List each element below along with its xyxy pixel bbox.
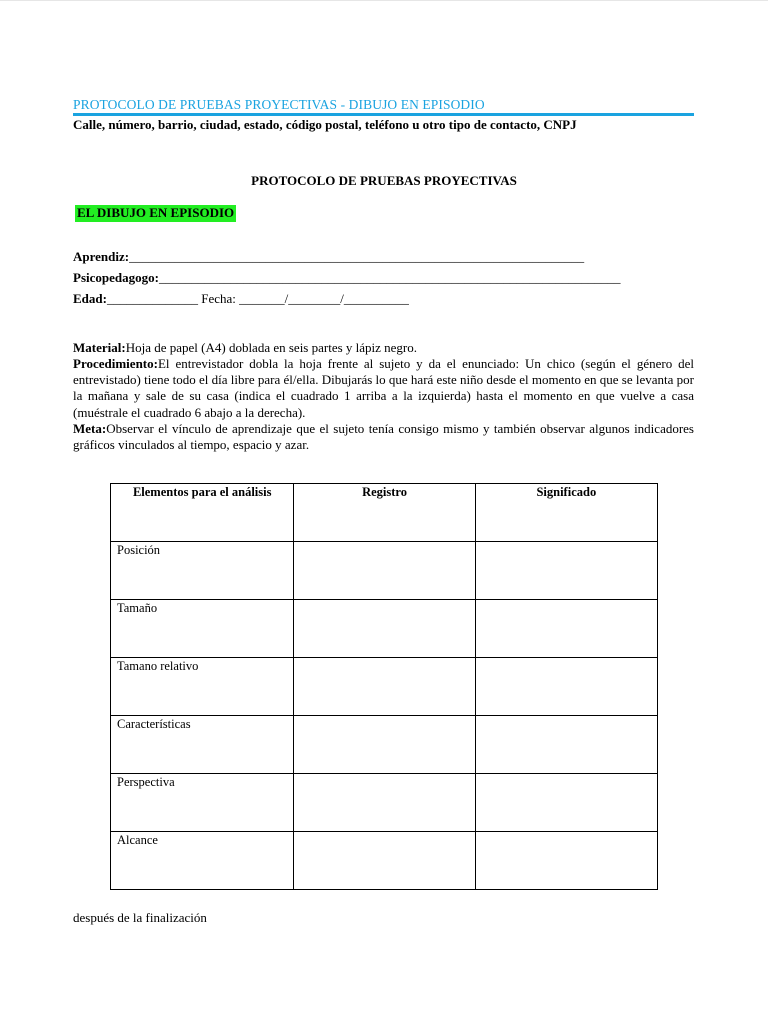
table-header-row (111, 484, 658, 542)
table-row (111, 774, 658, 832)
row-label-tamano: Tamaño (111, 600, 294, 658)
procedimiento-text: El entrevistador dobla la hoja frente al sujeto y da el enunciado: Un chico (según el género del entrevistado) tiene todo el día libre para él/ella. Dibujarás lo que hará este niño desde el momento en que se levanta por la mañana y sale de su casa (indica el cuadrado 1 arriba a la izquierda) hasta el momento en que vuelve a casa (muéstrale el cuadrado 6 abajo a la derecha). (73, 356, 694, 420)
psicopedagogo-field (73, 270, 620, 286)
procedimiento-label: Procedimiento: (73, 356, 158, 371)
title-underline (73, 113, 694, 116)
registro-cell[interactable] (294, 716, 475, 774)
registro-cell[interactable] (294, 774, 475, 832)
table-row (111, 716, 658, 774)
row-label-posicion: Posición (111, 542, 294, 600)
significado-cell[interactable] (475, 542, 657, 600)
header-elementos: Elementos para el análisis (111, 484, 294, 542)
edad-fecha-field (73, 291, 409, 307)
highlighted-heading: EL DIBUJO EN EPISODIO (77, 205, 235, 220)
document-title: PROTOCOLO DE PRUEBAS PROYECTIVAS - DIBUJO EN EPISODIO (73, 97, 485, 112)
meta-paragraph (73, 421, 694, 453)
row-label-alcance: Alcance (111, 832, 294, 890)
material-label: Material: (73, 340, 126, 355)
significado-cell[interactable] (475, 832, 657, 890)
meta-label: Meta: (73, 421, 107, 436)
row-label-caracteristicas: Características (111, 716, 294, 774)
procedimiento-paragraph (73, 356, 694, 421)
header-significado: Significado (475, 484, 657, 542)
significado-cell[interactable] (475, 774, 657, 832)
significado-cell[interactable] (475, 716, 657, 774)
contact-line: Calle, número, barrio, ciudad, estado, código postal, teléfono u otro tipo de contacto, CNPJ (73, 117, 577, 132)
aprendiz-label: Aprendiz: (73, 249, 130, 264)
material-paragraph (73, 340, 694, 356)
edad-label: Edad: (73, 291, 107, 306)
footer-text: después de la finalización (73, 910, 207, 925)
fecha-text: Fecha: _______/________/__________ (201, 291, 409, 306)
registro-cell[interactable] (294, 658, 475, 716)
material-text: Hoja de papel (A4) doblada en seis partes y lápiz negro. (125, 340, 418, 355)
aprendiz-field (73, 249, 584, 265)
psicopedagogo-line: _______________________________________________________________________ (158, 270, 621, 285)
registro-cell[interactable] (294, 600, 475, 658)
row-label-perspectiva: Perspectiva (111, 774, 294, 832)
psicopedagogo-label: Psicopedagogo: (73, 270, 159, 285)
significado-cell[interactable] (475, 658, 657, 716)
row-label-tamano-relativo: Tamano relativo (111, 658, 294, 716)
aprendiz-line: ______________________________________________________________________ (129, 249, 585, 264)
top-border (0, 0, 768, 1)
edad-line: ______________ (106, 291, 202, 306)
table-row (111, 600, 658, 658)
section-heading: PROTOCOLO DE PRUEBAS PROYECTIVAS (251, 173, 517, 188)
analysis-table (110, 483, 658, 890)
registro-cell[interactable] (294, 832, 475, 890)
significado-cell[interactable] (475, 600, 657, 658)
table-row (111, 832, 658, 890)
table-row (111, 658, 658, 716)
table-row (111, 542, 658, 600)
registro-cell[interactable] (294, 542, 475, 600)
header-registro: Registro (294, 484, 475, 542)
meta-text: Observar el vínculo de aprendizaje que el sujeto tenía consigo mismo y también observar algunos indicadores gráficos vinculados al tiempo, espacio y azar. (73, 421, 694, 453)
